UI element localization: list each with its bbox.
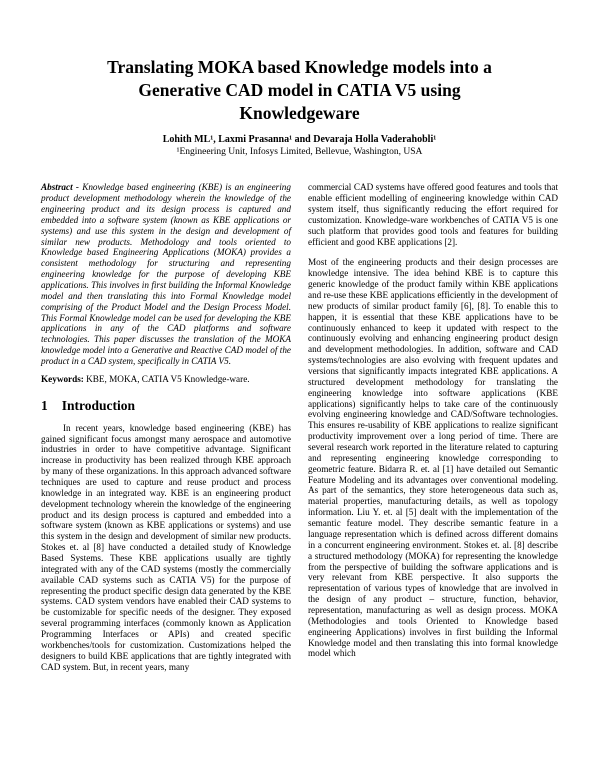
paper-body [41, 182, 558, 672]
paper-title: Translating MOKA based Knowledge models into a Generative CAD model in CATIA V5 using Knowledgeware [107, 57, 492, 124]
intro-paragraph-right-1: commercial CAD systems have offered good features and tools that enable efficient modelling of engineering knowledge within CAD system itself, thus significantly reducing the effort required for customization. Knowledge-ware workbenches of CATIA V5 is one such platform that provides good tools and features for building efficient and good KBE applications [2]. [308, 182, 558, 247]
keywords-text: KBE, MOKA, CATIA V5 Knowledge-ware. [83, 373, 250, 384]
intro-paragraph-right-2: Most of the engineering products and their design processes are knowledge intensive. The idea behind KBE is to capture this generic knowledge of the product family within KBE applications and re-use these KBE applications efficiently in the development of new products of similar product family [6], [8]. To enable this to happen, it is essential that these KBE applications have to be continuously enhanced to keep it updated with respect to the continuously evolving and enhancing engineering product design and development methodologies. In addition, software and CAD systems/technologies are also evolving with frequent updates and versions that significantly impacts integrated KBE applications. A structured development methodology for translating the engineering knowledge into software applications (KBE applications) significantly helps to take care of the continuously evolving engineering knowledge and CAD/Software technologies. This ensures re-usability of KBE applications to realize significant productivity improvement over a long period of time. There are several research work reported in the literature related to capturing and representing engineering knowledge corresponding to geometric feature. Bidarra R. et. al [1] have detailed out Semantic Feature Modeling and its advantages over conventional modeling. As part of the semantics, they store heterogeneous data such as, material properties, manufacturing details, as well as topology information. Liu Y. et. al [5] dealt with the implementation of the semantic feature model. They describe semantic feature in a language representation which is defined across different domains in a concurrent engineering environment. Stokes et. al. [8] describe a structured methodology (MOKA) for representing the knowledge from the perspective of building the software applications and is very relevant from KBE perspective. It also supports the representation of various types of knowledge that are involved in the design of any product – structure, function, behavior, representation, manufacturing as well as design process. MOKA (Methodologies and tools Oriented to Knowledge based engineering Applications) involves in first building the Informal Knowledge model and then translating this into formal knowledge model which [308, 257, 558, 659]
paper-header [41, 56, 558, 157]
authors-line: Lohith ML¹, Laxmi Prasanna¹ and Devaraja Holla Vaderahobli¹ [162, 134, 437, 146]
section-heading-introduction [41, 398, 291, 414]
section-title: Introduction [61, 397, 136, 413]
abstract-label: Abstract - [41, 182, 83, 193]
section-number: 1 [41, 397, 48, 413]
keywords-paragraph [41, 374, 291, 385]
intro-paragraph-left: In recent years, knowledge based engineering (KBE) has gained significant focus amongst many aerospace and automotive industries in order to have competitive advantage. Significant increase in productivity has been realized through KBE approach by many of these organizations. In this approach advanced software techniques are used to capture and reuse product and process knowledge in an integrated way. KBE is an engineering product development technology wherein the knowledge of the engineering product and its design process is captured and embedded into a software system (known as KBE applications or systems) and use this system in the design and development of similar new products. Stokes et. al [8] have conducted a detailed study of Knowledge Based Systems. These KBE applications usually are tightly integrated with any of the CAD systems (mostly the commercially available CAD systems such as CATIA V5) for the purpose of representing the product specific design data generated by the KBE systems. CAD system vendors have enabled their CAD systems to be customizable for specific needs of the designer. They exposed several programming interfaces (commonly known as Application Programming Interfaces or APIs) and created specific workbenches/tools for customization. Customizations helped the designers to build KBE applications that are tightly integrated with CAD system. But, in recent years, many [41, 422, 291, 672]
keywords-label: Keywords: [41, 373, 84, 384]
abstract-paragraph [41, 182, 291, 367]
left-column [41, 182, 291, 672]
affiliation-line: ¹Engineering Unit, Infosys Limited, Bellevue, Washington, USA [176, 147, 423, 158]
abstract-text: Knowledge based engineering (KBE) is an engineering product development methodology wherein the knowledge of the engineering product and its design process is captured and embedded into a software system (known as KBE applications or systems) and use this system in the design and development of similar new products. Methodology and tools oriented to Knowledge based Engineering Applications (MOKA) provides a consistent methodology for structuring and representing engineering knowledge for the purpose of developing KBE applications. This involves in first building the Informal Knowledge model and then translating this into Formal Knowledge model comprising of the Product Model and the Design Process Model. This Formal Knowledge model can be used for developing the KBE applications in any of the CAD platforms and software technologies. This paper discusses the translation of the MOKA knowledge model into a Generative and Reactive CAD model of the product in a CAD system, specifically in CATIA V5. [41, 182, 291, 367]
right-column [308, 182, 558, 672]
